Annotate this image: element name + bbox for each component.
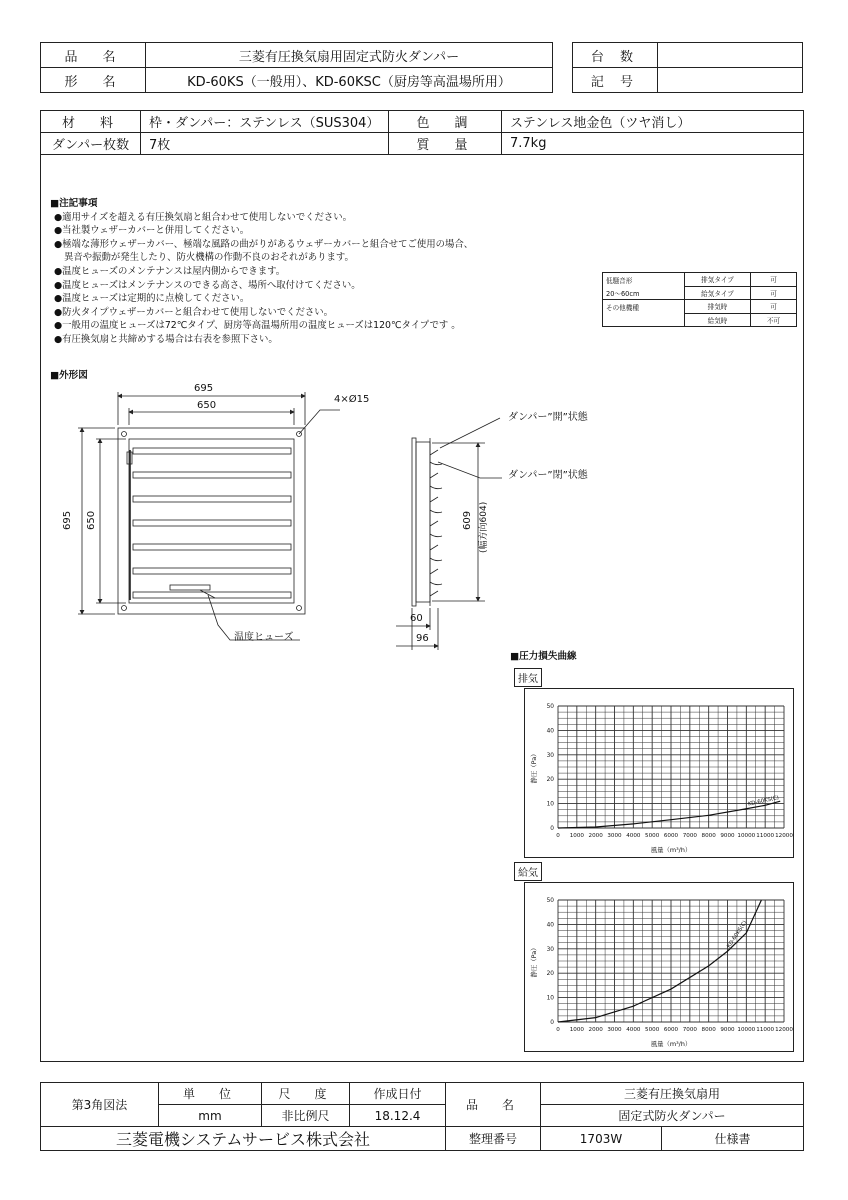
y-tick-label: 0 bbox=[550, 826, 554, 832]
pressure-title: ■圧力損失曲線 bbox=[510, 651, 577, 662]
x-tick-label: 4000 bbox=[626, 833, 641, 839]
x-tick-label: 7000 bbox=[682, 833, 697, 839]
mass-label: 質 量 bbox=[389, 133, 502, 155]
notes-section bbox=[50, 197, 473, 347]
exhaust-chart bbox=[524, 688, 794, 858]
date-label: 作成日付 bbox=[350, 1083, 446, 1105]
ref-value: 1703W bbox=[541, 1127, 662, 1151]
projection-method: 第3角図法 bbox=[41, 1083, 159, 1127]
x-tick-label: 1000 bbox=[569, 1027, 584, 1033]
note-item: ●温度ヒューズはメンテナンスのできる高さ、場所へ取付けてください。 bbox=[54, 279, 361, 291]
x-tick-label: 4000 bbox=[626, 1027, 641, 1033]
dim-width-outer: 695 bbox=[194, 383, 214, 394]
y-tick-label: 40 bbox=[546, 728, 554, 735]
x-tick-label: 2000 bbox=[588, 1027, 603, 1033]
y-tick-label: 20 bbox=[546, 777, 554, 784]
note-item: ●当社製ウェザーカバーと併用してください。 bbox=[54, 225, 250, 237]
symbol-value bbox=[658, 68, 803, 93]
x-tick-label: 8000 bbox=[701, 833, 716, 839]
product-value: 三菱有圧換気扇用固定式防火ダンパー bbox=[146, 43, 553, 68]
y-tick-label: 20 bbox=[546, 971, 554, 978]
x-tick-label: 11000 bbox=[756, 833, 775, 839]
quantity-table bbox=[572, 42, 803, 93]
compat-cell: 可 bbox=[751, 286, 797, 300]
compat-cell bbox=[603, 313, 685, 327]
compat-cell: 給気時 bbox=[685, 313, 751, 327]
note-item: ●適用サイズを超える有圧換気扇と組合わせて使用しないでください。 bbox=[54, 211, 353, 223]
scale-label: 尺 度 bbox=[262, 1083, 350, 1105]
product-label: 品 名 bbox=[41, 43, 146, 68]
x-axis-label: 風量（m³/h） bbox=[650, 1040, 692, 1048]
damper-open-label: ダンパー”開”状態 bbox=[508, 412, 588, 423]
spec-table bbox=[40, 110, 804, 155]
dim-height-outer: 695 bbox=[62, 510, 73, 530]
unit-label: 単 位 bbox=[159, 1083, 262, 1105]
x-tick-label: 7000 bbox=[682, 1027, 697, 1033]
quantity-label: 台 数 bbox=[573, 43, 658, 68]
supply-tag: 給気 bbox=[514, 862, 542, 881]
x-tick-label: 5000 bbox=[645, 833, 660, 839]
x-tick-label: 9000 bbox=[720, 1027, 735, 1033]
compat-cell: 低騒音形 bbox=[603, 273, 685, 287]
y-tick-label: 30 bbox=[546, 946, 554, 953]
dim-height-inner: 650 bbox=[86, 510, 97, 530]
compat-cell: 給気タイプ bbox=[685, 286, 751, 300]
x-tick-label: 0 bbox=[556, 1027, 560, 1033]
note-item: ●温度ヒューズは定期的に点検してください。 bbox=[54, 293, 250, 305]
note-item: ●極端な薄形ウェザーカバー、極端な風路の曲がりがあるウェザーカバーと組合せてご使用の場合、 bbox=[54, 238, 474, 250]
exhaust-tag: 排気 bbox=[514, 668, 542, 687]
drawing-title: ■外形図 bbox=[50, 370, 88, 381]
compat-cell: その他機種 bbox=[603, 300, 685, 314]
x-tick-label: 3000 bbox=[607, 833, 622, 839]
model-label: 形 名 bbox=[41, 68, 146, 93]
y-tick-label: 50 bbox=[546, 898, 554, 904]
date-value: 18.12.4 bbox=[350, 1105, 446, 1127]
y-tick-label: 50 bbox=[546, 704, 554, 710]
dim-width-inner: 650 bbox=[197, 400, 217, 411]
side-height: 609 bbox=[462, 510, 473, 530]
y-tick-label: 40 bbox=[546, 922, 554, 929]
series-label: KD-60KS(C) bbox=[747, 794, 780, 808]
doc-type: 仕様書 bbox=[662, 1127, 804, 1151]
y-tick-label: 10 bbox=[546, 995, 554, 1002]
blades-value: 7枚 bbox=[141, 133, 389, 155]
compat-cell: 排気時 bbox=[685, 300, 751, 314]
x-tick-label: 0 bbox=[556, 833, 560, 839]
y-tick-label: 30 bbox=[546, 752, 554, 759]
compat-cell: 可 bbox=[751, 300, 797, 314]
x-tick-label: 10000 bbox=[737, 833, 756, 839]
footer-table bbox=[40, 1082, 804, 1151]
x-tick-label: 9000 bbox=[720, 833, 735, 839]
color-label: 色 調 bbox=[389, 111, 502, 133]
header-table bbox=[40, 42, 553, 93]
blades-label: ダンパー枚数 bbox=[41, 133, 141, 155]
footer-product-line2: 固定式防火ダンパー bbox=[541, 1105, 804, 1127]
y-axis-label: 静圧（Pa） bbox=[530, 944, 538, 978]
note-item: ●有圧換気扇と共締めする場合は右表を参照下さい。 bbox=[54, 333, 278, 345]
x-tick-label: 1000 bbox=[569, 833, 584, 839]
depth-96: 96 bbox=[416, 633, 429, 644]
note-item: ●一般用の温度ヒューズは72℃タイプ、厨房等高温場所用の温度ヒューズは120℃タイプです 。 bbox=[54, 320, 461, 332]
material-label: 材 料 bbox=[41, 111, 141, 133]
x-tick-label: 5000 bbox=[645, 1027, 660, 1033]
footer-product-line1: 三菱有圧換気扇用 bbox=[541, 1083, 804, 1105]
fuse-label: 温度ヒューズ bbox=[234, 632, 294, 643]
footer-product-label: 品 名 bbox=[446, 1083, 541, 1127]
color-value: ステンレス地金色（ツヤ消し） bbox=[502, 111, 804, 133]
x-tick-label: 6000 bbox=[663, 1027, 679, 1033]
x-tick-label: 2000 bbox=[588, 833, 603, 839]
note-item: 異音や振動が発生したり、防火機構の作動不良のおそれがあります。 bbox=[64, 252, 354, 264]
depth-60: 60 bbox=[410, 613, 423, 624]
damper-closed-label: ダンパー”閉”状態 bbox=[508, 470, 588, 481]
x-tick-label: 12000 bbox=[775, 1027, 793, 1033]
x-tick-label: 12000 bbox=[775, 833, 793, 839]
mass-value: 7.7kg bbox=[502, 133, 804, 155]
x-tick-label: 8000 bbox=[701, 1027, 716, 1033]
model-value: KD-60KS（一般用）、KD-60KSC（厨房等高温場所用） bbox=[146, 68, 553, 93]
supply-chart bbox=[524, 882, 794, 1052]
unit-value: mm bbox=[159, 1105, 262, 1127]
x-axis-label: 風量（m³/h） bbox=[650, 846, 692, 854]
notes-title: ■注記事項 bbox=[50, 198, 98, 209]
series-label: KD-60KS(C) bbox=[726, 919, 749, 950]
y-tick-label: 0 bbox=[550, 1020, 554, 1026]
side-height-note: (幅方向604) bbox=[479, 501, 489, 553]
x-tick-label: 11000 bbox=[756, 1027, 775, 1033]
holes-spec: 4×Ø15 bbox=[334, 394, 370, 405]
symbol-label: 記 号 bbox=[573, 68, 658, 93]
x-tick-label: 3000 bbox=[607, 1027, 622, 1033]
company-name: 三菱電機システムサービス株式会社 bbox=[41, 1127, 446, 1151]
ref-label: 整理番号 bbox=[446, 1127, 541, 1151]
quantity-value bbox=[658, 43, 803, 68]
compat-cell: 可 bbox=[751, 273, 797, 287]
y-tick-label: 10 bbox=[546, 801, 554, 808]
series-line bbox=[558, 801, 780, 828]
material-value: 枠・ダンパー：ステンレス（SUS304） bbox=[141, 111, 389, 133]
compat-cell: 不可 bbox=[751, 313, 797, 327]
compat-table bbox=[602, 272, 797, 327]
compat-cell: 排気タイプ bbox=[685, 273, 751, 287]
note-item: ●温度ヒューズのメンテナンスは屋内側からできます。 bbox=[54, 265, 286, 277]
x-tick-label: 6000 bbox=[663, 833, 679, 839]
compat-cell: 20～60cm bbox=[603, 286, 685, 300]
y-axis-label: 静圧（Pa） bbox=[530, 750, 538, 784]
scale-value: 非比例尺 bbox=[262, 1105, 350, 1127]
x-tick-label: 10000 bbox=[737, 1027, 756, 1033]
note-item: ●防火タイプウェザーカバーと組合わせて使用しないでください。 bbox=[54, 306, 334, 318]
